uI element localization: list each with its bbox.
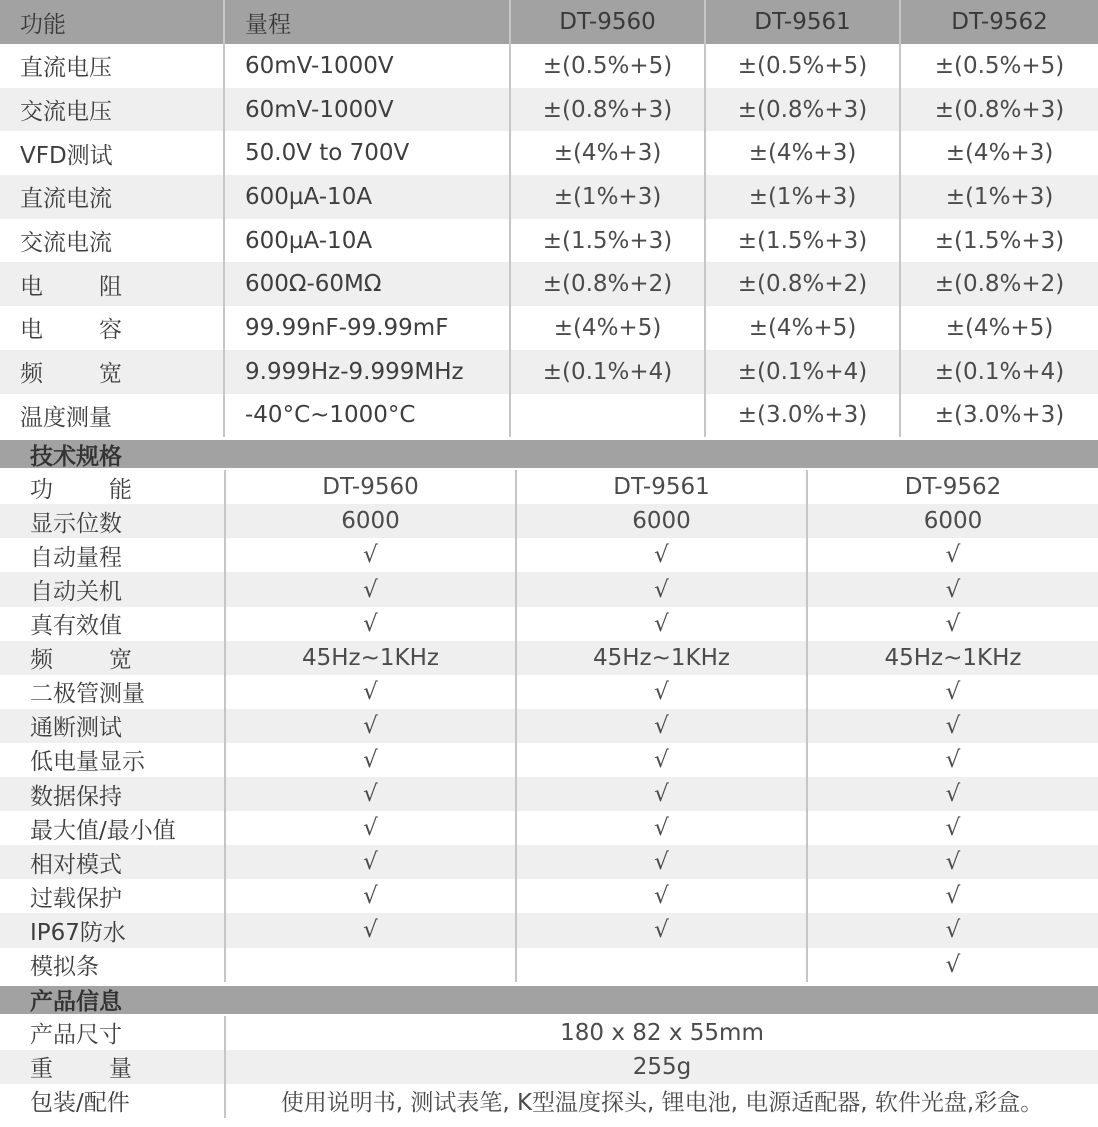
tech-row-analog-bar [0, 948, 1098, 982]
accuracy-table-header [0, 0, 1098, 44]
packaging-value: 使用说明书, 测试表笔, K型温度探头, 锂电池, 电源适配器, 软件光盘,彩盒。 [280, 1090, 1044, 1117]
accuracy-dt9562: ±(3.0%+3) [934, 402, 1065, 429]
accuracy-dt9561: ±(1%+3) [706, 175, 901, 219]
section-header-product-info [0, 986, 1098, 1014]
tech-row-overload-protection [0, 879, 1098, 913]
check-dt9562: √ [945, 781, 961, 808]
accuracy-row-dc-voltage [0, 44, 1098, 88]
accuracy-row-vfd-test [0, 131, 1098, 175]
check-dt9562: √ [945, 951, 961, 978]
accuracy-dt9560: ±(1%+3) [511, 175, 706, 219]
header-range: 量程 [225, 0, 511, 44]
check-dt9562: √ [945, 815, 961, 842]
row-label [0, 350, 225, 394]
check-dt9560: √ [226, 538, 517, 572]
tech-row-continuity-test [0, 709, 1098, 743]
value-dt9560: 6000 [226, 504, 517, 538]
row-label: 模拟条 [0, 948, 226, 982]
row-label: 低电量显示 [0, 743, 226, 777]
check-dt9560: √ [226, 879, 517, 913]
row-label: IP67防水 [0, 913, 226, 947]
value-dt9560: 45Hz~1KHz [226, 641, 517, 675]
accuracy-row-ac-voltage [0, 88, 1098, 132]
check-dt9561: √ [517, 538, 808, 572]
accuracy-table-body [0, 44, 1098, 437]
row-label: 交流电压 [0, 88, 225, 132]
accuracy-dt9562: ±(4%+3) [945, 140, 1054, 167]
accuracy-dt9562: ±(4%+5) [945, 314, 1054, 341]
tech-row-display-counts [0, 504, 1098, 538]
accuracy-dt9561: ±(1.5%+3) [706, 219, 901, 263]
check-dt9560: √ [226, 845, 517, 879]
check-dt9562: √ [945, 917, 961, 944]
product-info-table [0, 1016, 1098, 1118]
check-dt9560: √ [226, 572, 517, 606]
row-label [0, 262, 225, 306]
accuracy-dt9561: ±(0.8%+3) [706, 88, 901, 132]
tech-row-low-battery-indicator [0, 743, 1098, 777]
section-header-tech-specs [0, 440, 1098, 468]
tech-row-max-min [0, 811, 1098, 845]
product-row-weight [0, 1050, 1098, 1084]
accuracy-dt9560: ±(0.1%+4) [511, 350, 706, 394]
accuracy-dt9561: ±(0.5%+5) [706, 44, 901, 88]
range-value: 50.0V to 700V [225, 131, 511, 175]
row-label: 直流电压 [0, 44, 225, 88]
check-dt9561: √ [517, 743, 808, 777]
accuracy-dt9560 [511, 394, 706, 438]
header-dt9561: DT-9561 [706, 0, 901, 44]
tech-row-bandwidth [0, 641, 1098, 675]
check-dt9560: √ [226, 709, 517, 743]
row-label: 产品尺寸 [0, 1016, 226, 1050]
value-dt9562: DT-9562 [904, 474, 1002, 501]
accuracy-dt9562: ±(1%+3) [945, 183, 1054, 210]
row-label: 直流电流 [0, 175, 225, 219]
check-dt9562: √ [945, 849, 961, 876]
row-label: 自动关机 [0, 572, 226, 606]
check-dt9561: √ [517, 913, 808, 947]
accuracy-row-resistance [0, 262, 1098, 306]
row-label [0, 470, 226, 504]
accuracy-dt9561: ±(4%+3) [706, 131, 901, 175]
accuracy-dt9560: ±(0.8%+3) [511, 88, 706, 132]
row-label: 相对模式 [0, 845, 226, 879]
check-dt9560 [226, 948, 517, 982]
check-dt9561: √ [517, 607, 808, 641]
weight-value: 255g [632, 1053, 692, 1080]
product-row-packaging [0, 1084, 1098, 1118]
range-value: 99.99nF-99.99mF [225, 306, 511, 350]
accuracy-dt9561: ±(0.8%+2) [706, 262, 901, 306]
check-dt9561: √ [517, 879, 808, 913]
row-label-text: 功能 [30, 476, 132, 503]
value-dt9561: 45Hz~1KHz [517, 641, 808, 675]
row-label: 通断测试 [0, 709, 226, 743]
accuracy-row-bandwidth [0, 350, 1098, 394]
check-dt9560: √ [226, 607, 517, 641]
value-dt9561: DT-9561 [517, 470, 808, 504]
row-label: 包装/配件 [0, 1084, 226, 1118]
row-label: 显示位数 [0, 504, 226, 538]
range-value: -40°C~1000°C [225, 394, 511, 438]
tech-row-function [0, 470, 1098, 504]
row-label-text: 电阻 [20, 273, 122, 300]
check-dt9561 [517, 948, 808, 982]
dimensions-value: 180 x 82 x 55mm [560, 1019, 764, 1046]
row-label-text: 电容 [20, 317, 122, 344]
check-dt9561: √ [517, 845, 808, 879]
value-dt9562: 6000 [923, 508, 983, 535]
accuracy-dt9560: ±(4%+5) [511, 306, 706, 350]
tech-row-auto-power-off [0, 572, 1098, 606]
tech-row-auto-range [0, 538, 1098, 572]
row-label: 自动量程 [0, 538, 226, 572]
value-dt9561: 6000 [517, 504, 808, 538]
row-label [0, 306, 225, 350]
check-dt9562: √ [945, 576, 961, 603]
check-dt9560: √ [226, 811, 517, 845]
section-title: 技术规格 [30, 443, 122, 470]
check-dt9561: √ [517, 572, 808, 606]
check-dt9560: √ [226, 913, 517, 947]
value-dt9560: DT-9560 [226, 470, 517, 504]
product-row-dimensions [0, 1016, 1098, 1050]
check-dt9562: √ [945, 712, 961, 739]
tech-specs-table [0, 470, 1098, 981]
row-label [0, 641, 226, 675]
check-dt9562: √ [945, 542, 961, 569]
header-dt9562: DT-9562 [951, 9, 1048, 35]
row-label-text: 频宽 [20, 361, 122, 388]
row-label-text: 重量 [30, 1056, 132, 1083]
row-label: 过载保护 [0, 879, 226, 913]
row-label: 数据保持 [0, 777, 226, 811]
check-dt9561: √ [517, 777, 808, 811]
check-dt9562: √ [945, 678, 961, 705]
accuracy-row-dc-current [0, 175, 1098, 219]
tech-row-diode-test [0, 675, 1098, 709]
accuracy-row-ac-current [0, 219, 1098, 263]
range-value: 600Ω-60MΩ [225, 262, 511, 306]
check-dt9562: √ [945, 610, 961, 637]
check-dt9562: √ [945, 883, 961, 910]
tech-row-true-rms [0, 607, 1098, 641]
value-dt9562: 45Hz~1KHz [884, 644, 1022, 671]
section-title: 产品信息 [30, 989, 122, 1016]
range-value: 60mV-1000V [225, 44, 511, 88]
row-label: 交流电流 [0, 219, 225, 263]
check-dt9561: √ [517, 811, 808, 845]
range-value: 60mV-1000V [225, 88, 511, 132]
header-function: 功能 [0, 0, 225, 44]
accuracy-dt9560: ±(4%+3) [511, 131, 706, 175]
row-label: VFD测试 [0, 131, 225, 175]
row-label: 最大值/最小值 [0, 811, 226, 845]
accuracy-dt9561: ±(3.0%+3) [706, 394, 901, 438]
accuracy-dt9562: ±(0.5%+5) [934, 52, 1065, 79]
range-value: 600µA-10A [225, 219, 511, 263]
range-value: 600µA-10A [225, 175, 511, 219]
accuracy-table [0, 0, 1098, 437]
check-dt9560: √ [226, 743, 517, 777]
tech-row-relative-mode [0, 845, 1098, 879]
accuracy-dt9562: ±(0.8%+2) [934, 271, 1065, 298]
tech-row-data-hold [0, 777, 1098, 811]
check-dt9561: √ [517, 675, 808, 709]
check-dt9562: √ [945, 746, 961, 773]
accuracy-dt9560: ±(0.5%+5) [511, 44, 706, 88]
accuracy-dt9560: ±(0.8%+2) [511, 262, 706, 306]
range-value: 9.999Hz-9.999MHz [225, 350, 511, 394]
check-dt9560: √ [226, 675, 517, 709]
row-label: 温度测量 [0, 394, 225, 438]
accuracy-dt9562: ±(0.8%+3) [934, 96, 1065, 123]
row-label: 真有效值 [0, 607, 226, 641]
accuracy-dt9561: ±(4%+5) [706, 306, 901, 350]
row-label: 二极管测量 [0, 675, 226, 709]
tech-row-ip67-waterproof [0, 913, 1098, 947]
accuracy-dt9562: ±(0.1%+4) [934, 358, 1065, 385]
check-dt9560: √ [226, 777, 517, 811]
header-dt9560: DT-9560 [511, 0, 706, 44]
accuracy-row-temperature [0, 394, 1098, 438]
row-label-text: 频宽 [30, 647, 132, 674]
accuracy-dt9560: ±(1.5%+3) [511, 219, 706, 263]
row-label [0, 1050, 226, 1084]
accuracy-row-capacitance [0, 306, 1098, 350]
accuracy-dt9561: ±(0.1%+4) [706, 350, 901, 394]
check-dt9561: √ [517, 709, 808, 743]
accuracy-dt9562: ±(1.5%+3) [934, 227, 1065, 254]
